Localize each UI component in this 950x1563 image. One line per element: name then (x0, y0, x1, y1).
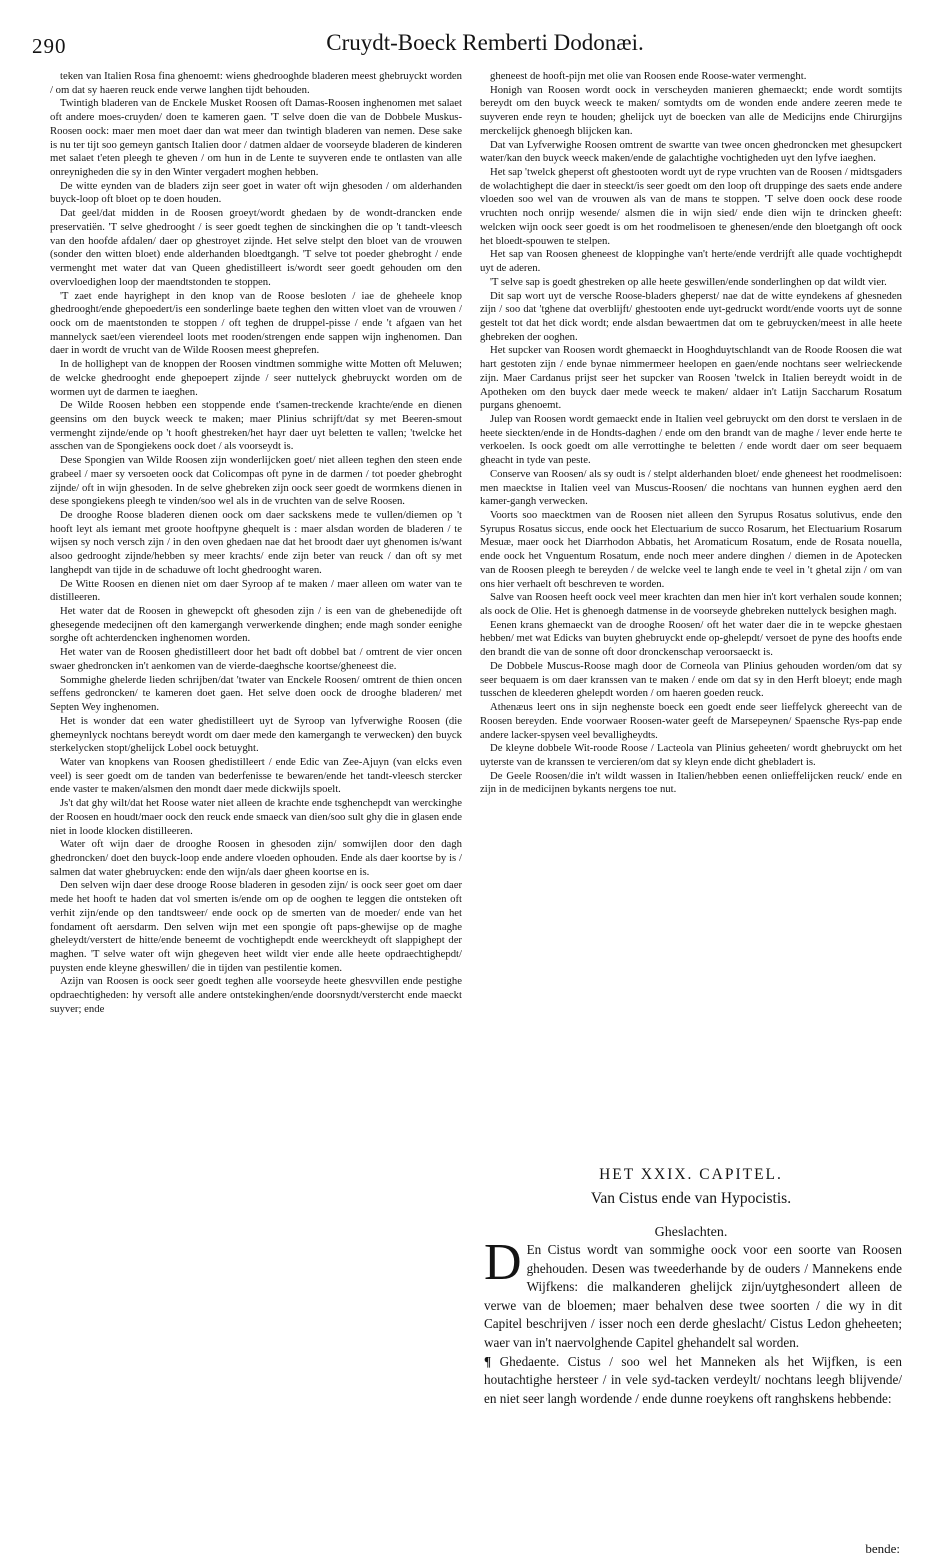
paragraph: Het is wonder dat een water ghedistilleert uyt de Syroop van lyfverwighe Roosen (die ghemeynlyck nochtans bereydt wordt om daer mede den kamergangh te verwecken) den buyck sterkelycken stopt/ghelijck Lobel oock betuyght. (50, 714, 462, 755)
paragraph: Water van knopkens van Roosen ghedistilleert / ende Edic van Zee-Ajuyn (van elcks even veel) is seer goedt om de tanden van bederfenisse te bewaren/ende het tandt-vleesch stercker ende vaster te maken/alsmen den mondt daer mede dickwijls spoelt. (50, 755, 462, 796)
paragraph: Sommighe ghelerde lieden schrijben/dat 'twater van Enckele Roosen/ omtrent de thien oncen seffens gedroncken/ te kameren doet gaen. Het selve doen oock de drooghe bladeren/ met Septen Wey inghenomen. (50, 673, 462, 714)
paragraph: teken van Italien Rosa fina ghenoemt: wiens ghedrooghde bladeren meest ghebruyckt worden / om dat sy haeren reuck ende verwe langhen tijdt behouden. (50, 70, 462, 96)
paragraph: Water oft wijn daer de drooghe Roosen in ghesoden zijn/ somwijlen door den dagh ghedroncken/ doet den buyck-loop ende andere vloeden ophouden. Ende als daer koortse by is / salmen dat water ghebruycken: ende den wijn/als daer gheen koortse en is. (50, 838, 462, 878)
paragraph: De Geele Roosen/die in't wildt wassen in Italien/hebben eenen onlieffelijcken reuck/ ende en zijn in de medicijnen bykants nergens toe nut. (480, 769, 902, 796)
paragraph: Dit sap wort uyt de versche Roose-bladers gheperst/ nae dat de witte eyndekens af ghesneden zijn / soo dat 'tghene dat overblijft/ ghestooten ende uyt-gedruckt wordt/ende voorts uyt de sonne gestelt tot dat het dick wordt; ende alsdan bewaertmen dat om te gebruycken/meest in alle heete ghebreken der ooghen. (480, 289, 902, 343)
paragraph: Athenæus leert ons in sijn neghenste boeck een goedt ende seer lieffelyck ghereecht van de Roosen bereyden. Ende voorwaer Roosen-water geeft de Marsepeynen/ Spaensche Rys-pap ende andere lacker-spysen veel bevalligheydts. (480, 701, 902, 741)
paragraph-text: Cistus / soo wel het Manneken als het Wijfken, is een houtachtighe hersteer / in vele syd-tacken verdeylt/ nochtans leegh blijvende/ en niet seer langh wordende / ende dunne roeykens oft ranghskens hebbende: (484, 1353, 902, 1406)
paragraph: Het water van de Roosen ghedistilleert door het badt oft dobbel bat / omtrent de vier oncen swaer ghedroncken in't aenkomen van de vierde-daeghsche koortse/gheneest die. (50, 646, 462, 672)
paragraph-label: Ghedaente. (499, 1353, 560, 1369)
paragraph: Js't dat ghy wilt/dat het Roose water niet alleen de krachte ende tsghenchepdt van werckinghe der Roosen en houdt/maer oock den reuck ende smaeck van dien/soo sult ghy die in glasen ende niet in loode klocken distilleeren. (50, 797, 462, 837)
paragraph: De Wilde Roosen hebben een stoppende ende t'samen-treckende krachte/ende en dienen geensins om den buyck weeck te maken; maer Plinius schrijft/dat sy met Beeren-smout vermenght zijnde/ende op 't hooft ghestreken/het hayr daer uyt beletten te vallen; 'twelcke het asschen van de Spongiekens oock doet / als voorseydt is. (50, 399, 462, 453)
paragraph: De witte eynden van de bladers zijn seer goet in water oft wijn ghesoden / om alderhanden buyck-loop oft bloet op te doen houden. (50, 179, 462, 206)
pilcrow-icon: ¶ (484, 1353, 492, 1369)
paragraph: Dat van Lyfverwighe Roosen omtrent de swartte van twee oncen ghedroncken met ghesupckert water/kan den buyck weeck maken/ende de galachtighe vochtigheden uyt den lyfve iaeghen. (480, 138, 902, 165)
drop-cap: D (484, 1234, 522, 1291)
paragraph: De Dobbele Muscus-Roose magh door de Corneola van Plinius gehouden worden/om dat sy seer bequaem is om daer kranssen van te maken / ende om dat sy in den Herft bloeyt; ende magh tusschen de kleederen ghelepdt worden / om haeren goeden reuck. (480, 659, 902, 700)
paragraph: In de hollighept van de knoppen der Roosen vindtmen sommighe witte Motten oft Meluwen; de welcke ghedrooght ende ghepoepert zijnde / seer nuttelyck ghebruyckt worden om de wormen uyt de darmen te iaeghen. (50, 358, 462, 398)
paragraph-text: En Cistus wordt van sommighe oock voor een soorte van Roosen ghehouden. Desen was tweederhande by de ouders / Mannekens ende Wijfkens: die malkanderen ghelijck zijn/uytghesondert alleen de verwe van de bloemen; maer behalven dese twee soorten / die wy in dit Capitel beschrijven / isser noch een derde gheslacht/ Cistus Ledon gheheeten; waer van in't naervolghende Capitel ghehandelt sal worden. (484, 1242, 902, 1350)
paragraph: Dese Spongien van Wilde Roosen zijn wonderlijcken goet/ niet alleen teghen den steen ende grabeel / maer sy versoeten oock dat Colicompas oft pyne in de darmen / tot poeder ghebroght zijnde/ oft in wijn ghesoden. In de selve ghebreken zijn oock seer goedt de wormkens dienen in dese spongiekens pleegh te vinden/soo wel als in de vruchten van de selve Roosen. (50, 454, 462, 508)
chapter-paragraph-2 (484, 1353, 902, 1409)
paragraph: De Witte Roosen en dienen niet om daer Syroop af te maken / maer alleen om water van te distilleeren. (50, 577, 462, 604)
running-title: Cruydt-Boeck Remberti Dodonæi. (326, 30, 644, 55)
paragraph: Eenen krans ghemaeckt van de drooghe Roosen/ oft het water daer die in te wepcke ghestaen hebben/ met wat Edicks van buyten ghebruyckt ende op-ghelepdt/ versoet de pyne des hoofts ende den brandt die van de sonne oft door dronckenschap veroorsaeckt is. (480, 618, 902, 659)
paragraph: Dat geel/dat midden in de Roosen groeyt/wordt ghedaen by de wondt-drancken ende preservatiën. 'T selve ghedrooght / is seer goedt teghen de sinckinghen die op 't tandt-vleesch van den hoofde afdalen/ daer op ghestroyet zijnde. Het selve stelpt den bloet van de vrouwen (sonder den witten bloet) ende alderhanden bloedtgangh. 'T selve tot poeder ghebroght / ende vermenght met water dat van Queen ghedistilleert is/wordt seer goedt gehouden om den overvloedighen loop der maendtstonden te stoppen. (50, 207, 462, 288)
catchword: bende: (865, 1541, 900, 1556)
paragraph: Het sap van Roosen gheneest de kloppinghe van't herte/ende verdrijft alle quade vochtighepdt uyt de aderen. (480, 248, 902, 275)
paragraph: De kleyne dobbele Wit-roode Roose / Lacteola van Plinius geheeten/ wordt ghebruyckt om het uyterste van de kranssen te vercieren/om dat sy kleyn ende dicht ghebladert is. (480, 742, 902, 768)
chapter-heading: HET XXIX. CAPITEL. (599, 1166, 783, 1183)
paragraph: Voorts soo maecktmen van de Roosen niet alleen den Syrupus Rosatus solutivus, ende den Syrupus Rosatus siccus, ende oock het Electuarium de succo Rosarum, het Electuarium Rosarum Mesuæ, maer oock het Diarrhodon Abbatis, het Aromaticum Rosatum, ende de Rosata nouella, ende oock het Vnguentum Rosatum, ende noch meer andere dinghen / diemen in de Apotecken van de Roosen pleegh te bereyden / de welcke veel te langh ende te veel in 't ghetal zijn / om van ons hier verhaelt oft beschreven te worden. (480, 509, 902, 590)
paragraph: Het supcker van Roosen wordt ghemaeckt in Hooghduytschlandt van de Roode Roosen die wat hart gestoten zijn / ende bynae nimmermeer heelopen en gaen/ende nochtans seer welrieckende zijn. Maer Cardanus prijst seer het supcker van Roosen 'twelck in Italien bereydt woidt in de Apotheken om den buyck daer mede weeck te maken/ aldaer in't Latijn Saccharum Rosatum purgans ghenoemt. (480, 344, 902, 412)
paragraph: 'T zaet ende hayrighept in den knop van de Roose besloten / iae de gheheele knop ghedrooght/ende ghepoedert/is een sonderlinge baete teghen den witten vloet van de vrouwen / oock om de maentstonden te stoppen / oft teghen de druppel-pisse / ende 't afgaen van het mannelyck saet/een vierendeel loots met rooden/strengen ende sappen wijn inghenomen. Dan daer in wordt de vrucht van de Wilde Roosen meest gheprefen. (50, 289, 462, 357)
paragraph: Het water dat de Roosen in ghewepckt oft ghesoden zijn / is een van de ghebenedijde oft ghesegende medecijnen oft den kamergangh verwerkende dinghen; ende magh sonder eenighe sorghe oft achterdencken inghenomen worden. (50, 605, 462, 645)
chapter-body (484, 1234, 902, 1408)
paragraph: Het sap 'twelck gheperst oft ghestooten wordt uyt de rype vruchten van de Roosen / midtsgaders de wolachtighept die daer in steeckt/is seer goedt om den loop oft druppinge des saets ende andere vloeden soo wel van de vrouwen als van de mans te stoppen. 'T selve doen oock dese roode vruchten noch onrijp wesende/ alsmen die in wijn sied/ ende dien wijn te drincken gheeft: welcken wijn oock seer goedt is om het roodmelisoen te ghenesen/ende den bloetgangh oft oock het bloedt-spouwen te stelpen. (480, 166, 902, 247)
paragraph: gheneest de hooft-pijn met olie van Roosen ende Roose-water vermenght. (490, 70, 807, 82)
chapter-paragraph-1 (484, 1234, 902, 1353)
page-number: 290 (32, 34, 67, 58)
paragraph: De drooghe Roose bladeren dienen oock om daer sackskens mede te vullen/diemen op 't hooft leyt als iemant met groote hooftpyne ghequelt is : maer alsdan worden de bladeren / te wijsen sy noch versch zijn / in den oven ghedaen nae dat het broodt daer uyt ghenomen is/want alsoo gedrooght zijnde/hebben sy meer krachts/ ende zijn beter van reuck / dan oft sy met langhepdt van tijde in de schaduwe oft locht ghedrooght waren. (50, 509, 462, 576)
chapter-subtitle: Van Cistus ende van Hypocistis. (590, 1190, 792, 1207)
paragraph: Conserve van Roosen/ als sy oudt is / stelpt alderhanden bloet/ ende gheneest het roodmelisoen: men maecktse in Italien veel van Muscus-Roosen/ die nochtans van hunnen eyghen aerd den kamer-gangh verwecken. (480, 467, 902, 508)
left-column (50, 70, 462, 1508)
paragraph: Den selven wijn daer dese drooge Roose bladeren in gesoden zijn/ is oock seer goet om daer mede het hooft te haden dat vol smerten is/ende om op de ooghen te leggen die ontsteken oft verhit zijn/ende op den tandtsweer/ ende oock op de smerten van de moeder/ ende van het fondament oft aersdarm. Den selven wijn met een spongie oft paps-ghewijse op de maghe gheleydt/verstert de hitte/ende beneemt de vochtighepdt ende weerckheydt oft slappighept der maghen. 'T selve water oft wijn ghegeven heet wildt vier ende alle heete opdraechtighepdt/ puysten ende kleyne gheswillen/ die in tijden van pestilentie komen. (50, 879, 462, 974)
paragraph: 'T selve sap is goedt ghestreken op alle heete geswillen/ende sonderlinghen op dat wildt vier. (490, 275, 887, 288)
paragraph: Julep van Roosen wordt gemaeckt ende in Italien veel gebruyckt om den dorst te verslaen in de heete sieckten/ende in de Hondts-daghen / ende om den brandt van de maghe / lever ende herte te verkoelen. Is oock goedt om alle verrottinghe te beletten / ende wordt daer om seer bequaem gheacht in tyde van peste. (480, 412, 902, 467)
paragraph: Salve van Roosen heeft oock veel meer krachten dan men hier in't kort verhalen soude konnen; als oock de Olie. Het is ghenoegh datmense in de voorseyde ghebreken nuttelyck besighen magh. (480, 591, 902, 618)
paragraph: Honigh van Roosen wordt oock in verscheyden manieren ghemaeckt; ende wordt somtijts bereydt om den buyck weeck te maken/ somtydts om de wonden ende andere zeeren mede te suyveren ende reyn te houden; ghelijck uyt de boecken van alle de Medicijns ende Chirurgijns merckelijck ghenoegh blijcken kan. (480, 83, 902, 137)
paragraph: Azijn van Roosen is oock seer goedt teghen alle voorseyde heete ghesvvillen ende pestighe opdraechtigheden: hy versoft alle andere ontstekinghen/ende doorsnydt/verstercht ende maeckt suyver; ende (50, 975, 462, 1015)
section-heading: Gheslachten. (654, 1225, 728, 1240)
paragraph: Twintigh bladeren van de Enckele Musket Roosen oft Damas-Roosen inghenomen met salaet oft andere moes-cruyden/ doen te kameren gaen. 'T selve doen die van de Dobbele Muskus-Roosen oock: maer men moet daer dan wat meer dan twintigh bladeren van nemen. Dese sake is nu ter tijt soo gemeyn gantsch Italien door / datmen aldaer de voorseyde bladeren de kinderen met salaet t'eten pleegh te gheven / om hun in de Lente te suyveren ende te ontlasten van alle onreynigheden die sy in den Winter vergadert moghen hebben. (50, 97, 462, 179)
right-column (480, 70, 902, 797)
